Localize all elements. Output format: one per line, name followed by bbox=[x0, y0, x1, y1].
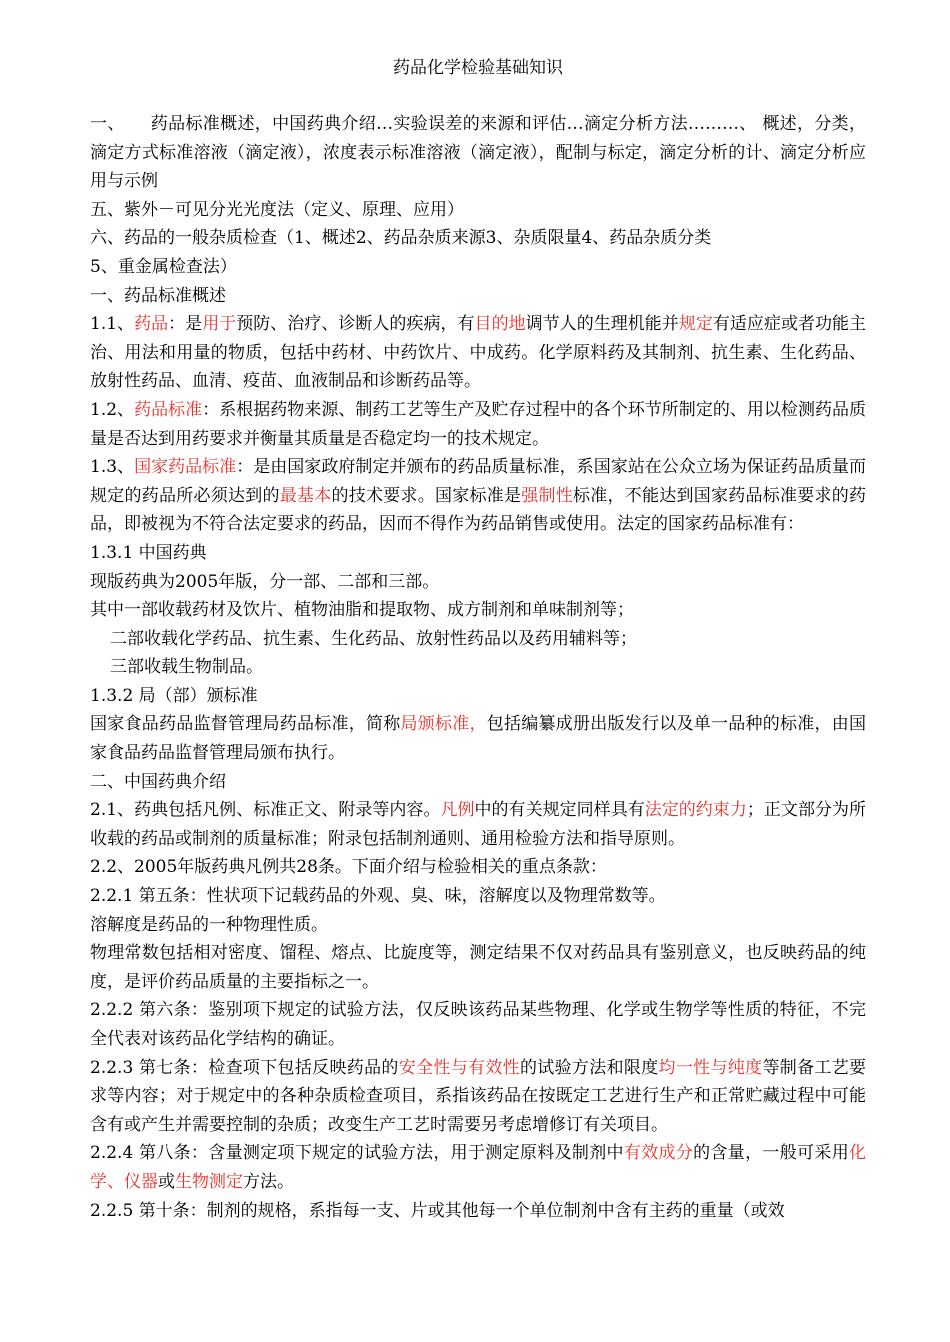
paragraph bbox=[90, 253, 866, 282]
text-run: 5、重金属检查法） bbox=[90, 256, 237, 277]
text-run: ；正文部分为所收载的药品或制剂的质量标准；附录包括制剂通则、通用检验方法和指导原则。 bbox=[90, 800, 867, 849]
text-run: 2.2.2 第六条：鉴别项下规定的试验方法，仅反映该药品某些物理、化学或生物学等性质的特征，不完全代表对该药品化学结构的确证。 bbox=[90, 1000, 866, 1049]
paragraph bbox=[90, 539, 866, 568]
text-run: 1.3.2 局（部）颁标准 bbox=[90, 685, 258, 706]
text-run: 有适应症或者功能主治、用法和用量的物质，包括中药材、中药饮片、中成药。化学原料药及其制剂、抗生素、生化药品、放射性药品、血清、疫苗、血液制品和诊断药品等。 bbox=[90, 314, 867, 392]
paragraph bbox=[90, 1054, 866, 1140]
paragraph bbox=[90, 453, 866, 539]
paragraph bbox=[90, 1139, 866, 1196]
text-run: 2.2.4 第八条：含量测定项下规定的试验方法，用于测定原料及制剂中 bbox=[90, 1143, 624, 1164]
paragraph bbox=[90, 939, 866, 996]
text-run: 二、中国药典介绍 bbox=[90, 771, 226, 792]
paragraph bbox=[90, 710, 866, 767]
highlighted-term: 安全性与有效性 bbox=[398, 1057, 520, 1078]
highlighted-term: 法定的约束力 bbox=[644, 800, 747, 821]
paragraph bbox=[90, 310, 866, 396]
text-run: 现版药典为2005年版，分一部、二部和三部。 bbox=[90, 571, 440, 592]
text-run: 国家食品药品监督管理局药品标准，简称 bbox=[90, 714, 401, 735]
text-run: 方法。 bbox=[243, 1171, 294, 1192]
text-run: 1.3.1 中国药典 bbox=[90, 542, 207, 563]
text-run: 其中一部收载药材及饮片、植物油脂和提取物、成方制剂和单味制剂等； bbox=[90, 600, 634, 621]
text-run: 三部收载生物制品。 bbox=[110, 657, 263, 678]
paragraph bbox=[90, 224, 866, 253]
paragraph bbox=[90, 911, 866, 940]
paragraph bbox=[90, 853, 866, 882]
paragraph bbox=[90, 110, 866, 196]
text-run: 1.1、 bbox=[90, 314, 135, 335]
text-run: 2.1、药典包括凡例、标准正文、附录等内容。 bbox=[90, 800, 441, 821]
text-run: 2.2.5 第十条：制剂的规格，系指每一支、片或其他每一个单位制剂中含有主药的重量（或效 bbox=[90, 1200, 785, 1221]
text-run: 2.2.1 第五条：性状项下记载药品的外观、臭、味，溶解度以及物理常数等。 bbox=[90, 886, 666, 907]
paragraph bbox=[90, 796, 866, 853]
highlighted-term: 凡例 bbox=[440, 800, 475, 821]
text-run: ：系根据药物来源、制药工艺等生产及贮存过程中的各个环节所制定的、用以检测药品质量是否达到用药要求并衡量其质量是否稳定均一的技术规定。 bbox=[90, 399, 867, 449]
text-run: 的技术要求。国家标准是 bbox=[331, 485, 522, 506]
text-run: 1.2、 bbox=[90, 399, 135, 420]
text-run: 或 bbox=[158, 1171, 175, 1192]
text-run: 标准，不能达到国家药品标准要求的药品，即被视为不符合法定要求的药品，因而不得作为药品销售或使用。法定的国家药品标准有： bbox=[90, 485, 866, 535]
highlighted-term: 均一性与纯度 bbox=[658, 1057, 763, 1078]
text-run: 的含量，一般可采用 bbox=[693, 1143, 850, 1164]
highlighted-term: 规定 bbox=[678, 314, 713, 335]
paragraph bbox=[90, 596, 866, 625]
highlighted-term: 生物测定 bbox=[175, 1171, 243, 1192]
text-run: 一、药品标准概述 bbox=[90, 285, 226, 306]
paragraph bbox=[90, 682, 866, 711]
paragraph bbox=[90, 196, 866, 225]
paragraph bbox=[90, 653, 866, 682]
text-run: 一、 药品标准概述，中国药典介绍…实验误差的来源和评估…滴定分析方法………、 概述，分类，滴定方式标准溶液（滴定液），浓度表示标准溶液（滴定液），配制与标定，滴定分析的计、滴定分析应用与示例 bbox=[90, 114, 866, 192]
highlighted-term: 目的地 bbox=[474, 314, 526, 335]
highlighted-term: 用于 bbox=[202, 314, 237, 335]
text-run: 物理常数包括相对密度、馏程、熔点、比旋度等，测定结果不仅对药品具有鉴别意义，也反映药品的纯度，是评价药品质量的主要指标之一。 bbox=[90, 943, 866, 992]
text-run: 1.3、 bbox=[90, 457, 135, 478]
paragraph bbox=[90, 396, 866, 453]
text-run: 调节人的生理机能并 bbox=[525, 314, 679, 335]
paragraph bbox=[90, 882, 866, 911]
paragraph bbox=[90, 768, 866, 797]
text-run: 溶解度是药品的一种物理性质。 bbox=[90, 914, 328, 935]
document-page bbox=[90, 54, 866, 1225]
paragraph bbox=[90, 625, 866, 654]
paragraph bbox=[90, 996, 866, 1053]
highlighted-term: 国家药品标准 bbox=[134, 457, 237, 478]
highlighted-term: 有效成分 bbox=[623, 1143, 694, 1164]
paragraph bbox=[90, 568, 866, 597]
text-run: ：是由国家政府制定并颁布的药品质量标准，系国家站在公众立场为保证药品质量而规定的药品所必须达到的 bbox=[90, 457, 867, 506]
document-body bbox=[90, 110, 866, 1225]
text-run: 六、药品的一般杂质检查（1、概述2、药品杂质来源3、杂质限量4、药品杂质分类 bbox=[90, 228, 712, 249]
highlighted-term: 局颁标准， bbox=[400, 714, 487, 735]
highlighted-term: 药品 bbox=[134, 314, 169, 335]
text-run: ：是 bbox=[168, 314, 203, 335]
text-run: 2.2、2005年版药典凡例共28条。下面介绍与检验相关的重点条款： bbox=[90, 857, 607, 878]
paragraph bbox=[90, 1197, 866, 1226]
paragraph bbox=[90, 282, 866, 311]
text-run: 中的有关规定同样具有 bbox=[474, 800, 645, 821]
text-run: 二部收载化学药品、抗生素、生化药品、放射性药品以及药用辅料等； bbox=[110, 628, 637, 649]
text-run: 的试验方法和限度 bbox=[519, 1057, 659, 1078]
highlighted-term: 化学、仪器 bbox=[90, 1143, 867, 1192]
document-title: 药品化学检验基础知识 bbox=[393, 58, 563, 78]
text-run: 五、紫外－可见分光光度法（定义、原理、应用） bbox=[90, 199, 464, 220]
highlighted-term: 最基本 bbox=[279, 485, 332, 506]
highlighted-term: 药品标准 bbox=[134, 399, 203, 420]
text-run: 2.2.3 第七条：检查项下包括反映药品的 bbox=[90, 1057, 399, 1078]
text-run: 包括编纂成册出版发行以及单一品种的标准，由国家食品药品监督管理局颁布执行。 bbox=[90, 714, 866, 764]
highlighted-term: 强制性 bbox=[521, 485, 573, 506]
text-run: 预防、治疗、诊断人的疾病，有 bbox=[236, 314, 475, 335]
text-run: 等制备工艺要求等内容；对于规定中的各种杂质检查项目，系指该药品在按既定工艺进行生产和正常贮藏过程中可能含有或产生并需要控制的杂质；改变生产工艺时需要另考虑增修订有关项目。 bbox=[90, 1057, 867, 1135]
